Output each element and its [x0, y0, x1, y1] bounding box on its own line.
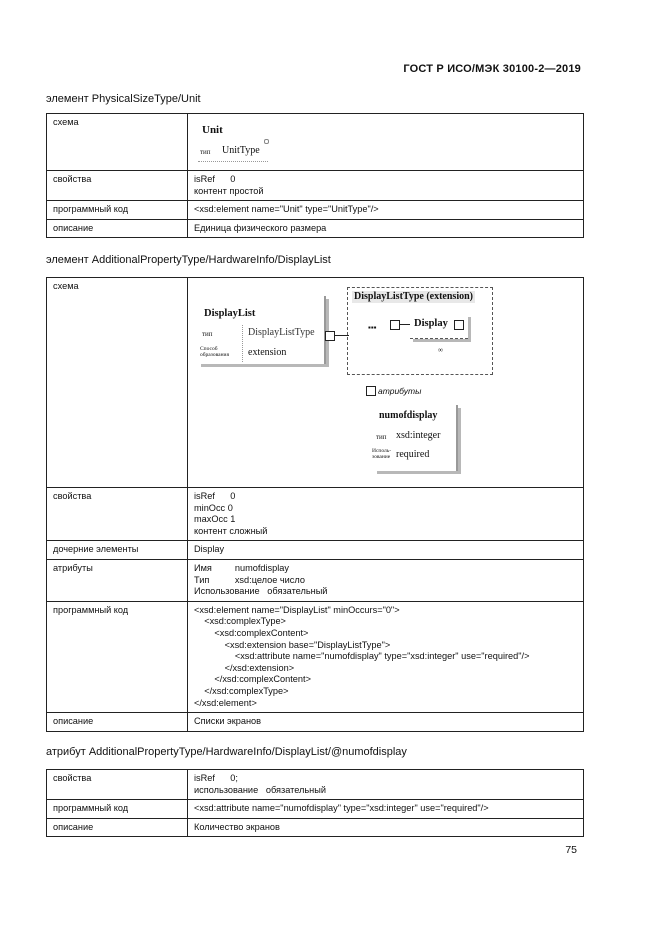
- attribute-use-label: Исполь- зование: [372, 448, 392, 460]
- prop-line: minOcc 0: [194, 502, 233, 513]
- attr-line: Тип xsd:целое число: [194, 574, 305, 585]
- props-cell: [188, 770, 584, 800]
- displaylist-diagram: [194, 281, 577, 484]
- extension-title: DisplayListType (extension): [354, 291, 473, 302]
- diagram-element-name: DisplayList: [204, 308, 256, 319]
- attributes-caption: атрибуты: [378, 386, 422, 396]
- diagram-type-label: тип: [200, 148, 211, 156]
- table-row: [47, 278, 584, 488]
- child-element-name: Display: [414, 318, 448, 329]
- sequence-connector: [390, 319, 400, 331]
- document-standard-header: ГОСТ Р ИСО/МЭК 30100-2—2019: [403, 63, 581, 75]
- section-title-numofdisplay: атрибут AdditionalPropertyType/HardwareInfo/DisplayList/@numofdisplay: [46, 746, 407, 758]
- attr-line: Имя numofdisplay: [194, 562, 290, 573]
- table-row: [47, 541, 584, 560]
- attribute-type-label: тип: [376, 433, 387, 441]
- code-line: <xsd:attribute name="numofdisplay" type="xsd:integer" use="required"/>: [194, 651, 530, 662]
- connector-line: [400, 324, 410, 325]
- code-line: <xsd:element name="DisplayList" minOccurs="0">: [194, 604, 400, 615]
- table-row: [47, 488, 584, 541]
- code-line: </xsd:element>: [194, 697, 257, 708]
- desc-cell: Количество экранов: [188, 818, 584, 837]
- attribute-use-value: required: [396, 449, 430, 460]
- code-line: </xsd:complexType>: [194, 685, 289, 696]
- attrs-cell: [188, 559, 584, 601]
- diagram-type-label: тип: [202, 330, 213, 338]
- prop-line: контент простой: [194, 185, 264, 196]
- props-label: свойства: [47, 171, 188, 201]
- desc-cell: Единица физического размера: [188, 219, 584, 238]
- table-row: [47, 114, 584, 171]
- table-row: [47, 818, 584, 837]
- table-row: [47, 770, 584, 800]
- code-line: </xsd:extension>: [194, 662, 295, 673]
- diagram-column-divider: [242, 325, 243, 362]
- unit-spec-table: [46, 113, 584, 238]
- desc-label: описание: [47, 818, 188, 837]
- props-label: свойства: [47, 770, 188, 800]
- code-label: программный код: [47, 601, 188, 712]
- code-line: </xsd:complexContent>: [194, 674, 311, 685]
- schema-label: схема: [47, 114, 188, 171]
- prop-line: isRef 0: [194, 491, 236, 501]
- props-cell: [188, 171, 584, 201]
- code-cell: <xsd:attribute name="numofdisplay" type="xsd:integer" use="required"/>: [188, 800, 584, 819]
- diagram-derivation-label: Способ образования: [200, 346, 230, 358]
- attributes-checkbox: [366, 385, 376, 397]
- prop-line: isRef 0;: [194, 773, 238, 783]
- extension-group: [347, 287, 493, 375]
- diagram-element-name: Unit: [202, 124, 223, 136]
- prop-line: maxOcc 1: [194, 514, 236, 525]
- unit-diagram: [194, 117, 577, 167]
- child-connector: [454, 319, 464, 331]
- diagram-type-value: UnitType: [222, 145, 260, 156]
- code-cell: [188, 601, 584, 712]
- numofdisplay-attribute-box: [374, 405, 458, 471]
- prop-line: контент сложный: [194, 525, 268, 536]
- table-row: [47, 800, 584, 819]
- code-line: <xsd:complexContent>: [194, 627, 309, 638]
- table-row: [47, 171, 584, 201]
- code-line: <xsd:extension base="DisplayListType">: [194, 639, 391, 650]
- attrs-label: атрибуты: [47, 559, 188, 601]
- props-label: свойства: [47, 488, 188, 541]
- desc-label: описание: [47, 219, 188, 238]
- diagram-dotted-border: [198, 161, 268, 162]
- table-row: [47, 219, 584, 238]
- prop-line: isRef 0: [194, 174, 236, 184]
- prop-line: использование обязательный: [194, 784, 326, 795]
- displaylist-spec-table: [46, 277, 584, 732]
- attr-line: Использование обязательный: [194, 586, 328, 597]
- diagram-corner-mark: [264, 139, 269, 144]
- children-cell: Display: [188, 541, 584, 560]
- table-row: [47, 559, 584, 601]
- page-number: 75: [565, 844, 577, 856]
- schema-cell: [188, 278, 584, 488]
- table-row: [47, 601, 584, 712]
- schema-label: схема: [47, 278, 188, 488]
- diagram-derivation-value: extension: [248, 347, 287, 358]
- diagram-type-value: DisplayListType: [248, 327, 315, 338]
- sequence-icon: ▪▪▪: [368, 323, 377, 332]
- code-cell: <xsd:element name="Unit" type="UnitType"/>: [188, 201, 584, 220]
- table-row: [47, 201, 584, 220]
- table-row: [47, 713, 584, 732]
- child-occurrence: ∞: [438, 346, 443, 354]
- props-cell: [188, 488, 584, 541]
- attribute-type-value: xsd:integer: [396, 430, 441, 441]
- code-label: программный код: [47, 201, 188, 220]
- desc-label: описание: [47, 713, 188, 732]
- schema-cell: [188, 114, 584, 171]
- code-line: <xsd:complexType>: [194, 616, 286, 627]
- section-title-unit: элемент PhysicalSizeType/Unit: [46, 93, 201, 105]
- displaylist-element-box: [198, 296, 326, 364]
- section-title-displaylist: элемент AdditionalPropertyType/HardwareInfo/DisplayList: [46, 254, 331, 266]
- code-label: программный код: [47, 800, 188, 819]
- attribute-name: numofdisplay: [379, 410, 438, 421]
- numofdisplay-spec-table: [46, 769, 584, 837]
- children-label: дочерние элементы: [47, 541, 188, 560]
- desc-cell: Списки экранов: [188, 713, 584, 732]
